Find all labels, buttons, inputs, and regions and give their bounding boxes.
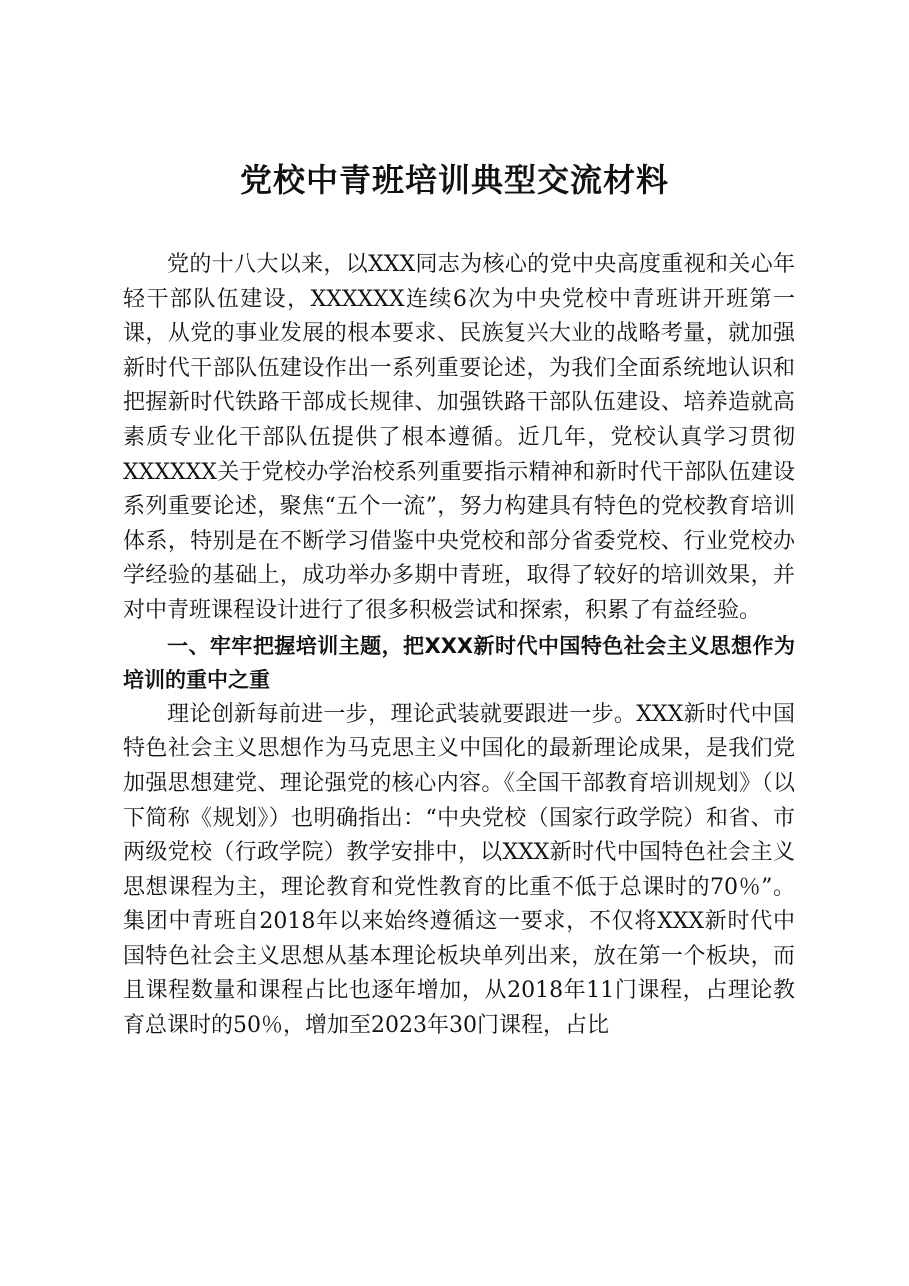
- document-body: [123, 248, 795, 1044]
- section-heading-1: 一、牢牢把握培训主题，把XXX新时代中国特色社会主义思想作为培训的重中之重: [123, 633, 795, 693]
- paragraph-intro: 党的十八大以来，以XXX同志为核心的党中央高度重视和关心年轻干部队伍建设，XXXXXX连续6次为中央党校中青班讲开班第一课，从党的事业发展的根本要求、民族复兴大业的战略考量，就加强新时代干部队伍建设作出一系列重要论述，为我们全面系统地认识和把握新时代铁路干部成长规律、加强铁路干部队伍建设、培养造就高素质专业化干部队伍提供了根本遵循。近几年，党校认真学习贯彻XXXXXX关于党校办学治校系列重要指示精神和新时代干部队伍建设系列重要论述，聚焦“五个一流”，努力构建具有特色的党校教育培训体系，特别是在不断学习借鉴中央党校和部分省委党校、行业党校办学经验的基础上，成功举办多期中青班，取得了较好的培训效果，并对中青班课程设计进行了很多积极尝试和探索，积累了有益经验。: [123, 252, 795, 623]
- paragraph-section-1: 理论创新每前进一步，理论武装就要跟进一步。XXX新时代中国特色社会主义思想作为马克思主义中国化的最新理论成果，是我们党加强思想建党、理论强党的核心内容。《全国干部教育培训规划》（以下简称《规划》）也明确指出：“中央党校（国家行政学院）和省、市两级党校（行政学院）教学安排中，以XXX新时代中国特色社会主义思想课程为主，理论教育和党性教育的比重不低于总课时的70％”。集团中青班自2018年以来始终遵循这一要求，不仅将XXX新时代中国特色社会主义思想从基本理论板块单列出来，放在第一个板块，而且课程数量和课程占比也逐年增加，从2018年11门课程，占理论教育总课时的50％，增加至2023年30门课程，占比: [123, 701, 795, 1039]
- document-title: 党校中青班培训典型交流材料: [239, 161, 669, 199]
